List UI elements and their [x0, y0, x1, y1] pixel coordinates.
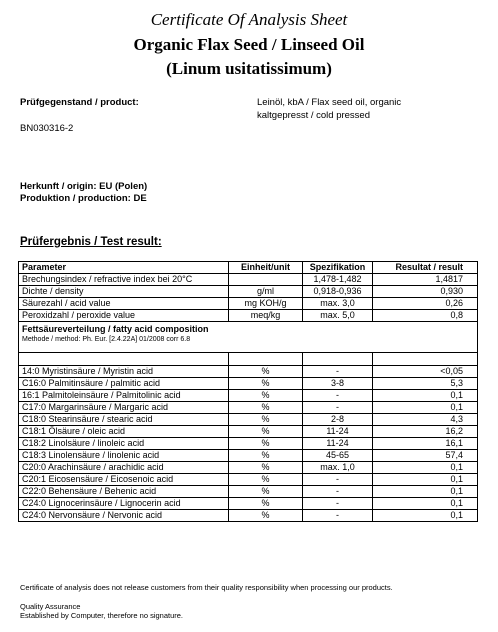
parameter-cell: C24:0 Lignocerinsäure / Lignocerin acid [19, 498, 229, 510]
result-cell: 1,4817 [373, 274, 478, 286]
fatty-acid-row [19, 450, 478, 462]
spacer-row [19, 353, 478, 366]
parameter-cell: Säurezahl / acid value [19, 298, 229, 310]
spacer-cell [229, 353, 303, 366]
spacer-cell [19, 353, 229, 366]
parameter-cell: Peroxidzahl / peroxide value [19, 310, 229, 322]
table-header-row [19, 262, 478, 274]
unit-cell: g/ml [229, 286, 303, 298]
fatty-acid-row [19, 474, 478, 486]
spec-cell: 11-24 [303, 426, 373, 438]
spec-cell: - [303, 474, 373, 486]
unit-cell: % [229, 438, 303, 450]
spec-cell: max. 1,0 [303, 462, 373, 474]
table-row [19, 298, 478, 310]
parameter-cell: C20:0 Arachinsäure / arachidic acid [19, 462, 229, 474]
parameter-cell: C18:0 Stearinsäure / stearic acid [19, 414, 229, 426]
qa-signature-note: Established by Computer, therefore no signature. [20, 611, 184, 620]
parameter-cell: C17:0 Margarinsäure / Margaric acid [19, 402, 229, 414]
qa-label: Quality Assurance [20, 602, 81, 611]
spec-cell: max. 3,0 [303, 298, 373, 310]
results-table [18, 261, 478, 522]
result-cell: 0,1 [373, 474, 478, 486]
spec-cell: 2-8 [303, 414, 373, 426]
result-cell: 0,8 [373, 310, 478, 322]
unit-cell: % [229, 450, 303, 462]
disclaimer: Certificate of analysis does not release customers from their quality responsibility when processing our products. [20, 583, 393, 592]
batch-number: BN030316-2 [20, 123, 74, 134]
fatty-acid-section-title: Fettsäureverteilung / fatty acid composition [22, 324, 209, 334]
parameter-cell: C18:3 Linolensäure / linolenic acid [19, 450, 229, 462]
unit-cell: % [229, 378, 303, 390]
spec-cell: 45-65 [303, 450, 373, 462]
fatty-acid-row [19, 390, 478, 402]
result-cell: 0,1 [373, 462, 478, 474]
fatty-acid-section-row [19, 322, 478, 353]
result-cell: 0,1 [373, 510, 478, 522]
parameter-cell: C24:0 Nervonsäure / Nervonic acid [19, 510, 229, 522]
result-heading: Prüfergebnis / Test result: [20, 236, 162, 248]
result-cell: 0,1 [373, 402, 478, 414]
unit-cell: % [229, 486, 303, 498]
spec-cell: 3-8 [303, 378, 373, 390]
product-label: Prüfgegenstand / product: [20, 97, 139, 108]
result-cell: 0,930 [373, 286, 478, 298]
spec-cell: 0,918-0,936 [303, 286, 373, 298]
spec-cell: 11-24 [303, 438, 373, 450]
fatty-acid-row [19, 426, 478, 438]
unit-cell: % [229, 426, 303, 438]
spec-cell: - [303, 366, 373, 378]
table-row [19, 286, 478, 298]
result-cell: 16,1 [373, 438, 478, 450]
parameter-cell: C20:1 Eicosensäure / Eicosenoic acid [19, 474, 229, 486]
fatty-acid-row [19, 402, 478, 414]
result-cell: 16,2 [373, 426, 478, 438]
spec-cell: - [303, 390, 373, 402]
spec-cell: - [303, 486, 373, 498]
unit-cell: meq/kg [229, 310, 303, 322]
result-cell: 0,26 [373, 298, 478, 310]
parameter-cell: C16:0 Palmitinsäure / palmitic acid [19, 378, 229, 390]
table-row [19, 310, 478, 322]
fatty-acid-row [19, 414, 478, 426]
production: Produktion / production: DE [20, 193, 147, 204]
unit-cell: % [229, 510, 303, 522]
parameter-cell: Brechungsindex / refractive index bei 20°C [19, 274, 229, 286]
parameter-cell: C18:1 Ölsäure / oleic acid [19, 426, 229, 438]
parameter-cell: 16:1 Palmitoleinsäure / Palmitolinic acid [19, 390, 229, 402]
result-cell: 4,3 [373, 414, 478, 426]
result-cell: 0,1 [373, 390, 478, 402]
spec-cell: - [303, 510, 373, 522]
unit-cell [229, 274, 303, 286]
fatty-acid-row [19, 366, 478, 378]
result-cell: 5,3 [373, 378, 478, 390]
fatty-acid-row [19, 486, 478, 498]
unit-cell: % [229, 498, 303, 510]
result-cell: 0,1 [373, 498, 478, 510]
spec-cell: max. 5,0 [303, 310, 373, 322]
product-latin-name: (Linum usitatissimum) [166, 59, 332, 78]
fatty-acid-method: Methode / method: Ph. Eur. [2.4.22A] 01/2008 corr 6.8 [22, 336, 191, 343]
fatty-acid-row [19, 510, 478, 522]
fatty-acid-row [19, 438, 478, 450]
parameter-cell: C18:2 Linolsäure / linoleic acid [19, 438, 229, 450]
unit-cell: mg KOH/g [229, 298, 303, 310]
result-cell: 0,1 [373, 486, 478, 498]
product-value-line1: Leinöl, kbA / Flax seed oil, organic [257, 97, 402, 108]
parameter-cell: C22:0 Behensäure / Behenic acid [19, 486, 229, 498]
product-name: Organic Flax Seed / Linseed Oil [133, 35, 365, 54]
spec-cell: - [303, 498, 373, 510]
fatty-acid-row [19, 378, 478, 390]
spec-cell: 1,478-1,482 [303, 274, 373, 286]
product-value-line2: kaltgepresst / cold pressed [257, 110, 371, 121]
origin: Herkunft / origin: EU (Polen) [20, 181, 148, 192]
fatty-acid-row [19, 498, 478, 510]
fatty-acid-section-cell [19, 322, 478, 353]
spacer-cell [303, 353, 373, 366]
table-row [19, 274, 478, 286]
unit-cell: % [229, 474, 303, 486]
result-cell: <0,05 [373, 366, 478, 378]
fatty-acid-row [19, 462, 478, 474]
unit-cell: % [229, 366, 303, 378]
spec-cell: Spezifikation [303, 262, 373, 274]
unit-cell: % [229, 402, 303, 414]
spacer-cell [373, 353, 478, 366]
unit-cell: % [229, 462, 303, 474]
unit-cell: Einheit/unit [229, 262, 303, 274]
document-title: Certificate Of Analysis Sheet [150, 10, 348, 29]
parameter-cell: Parameter [19, 262, 229, 274]
spec-cell: - [303, 402, 373, 414]
result-cell: Resultat / result [373, 262, 478, 274]
parameter-cell: 14:0 Myristinsäure / Myristin acid [19, 366, 229, 378]
unit-cell: % [229, 414, 303, 426]
result-cell: 57,4 [373, 450, 478, 462]
unit-cell: % [229, 390, 303, 402]
parameter-cell: Dichte / density [19, 286, 229, 298]
